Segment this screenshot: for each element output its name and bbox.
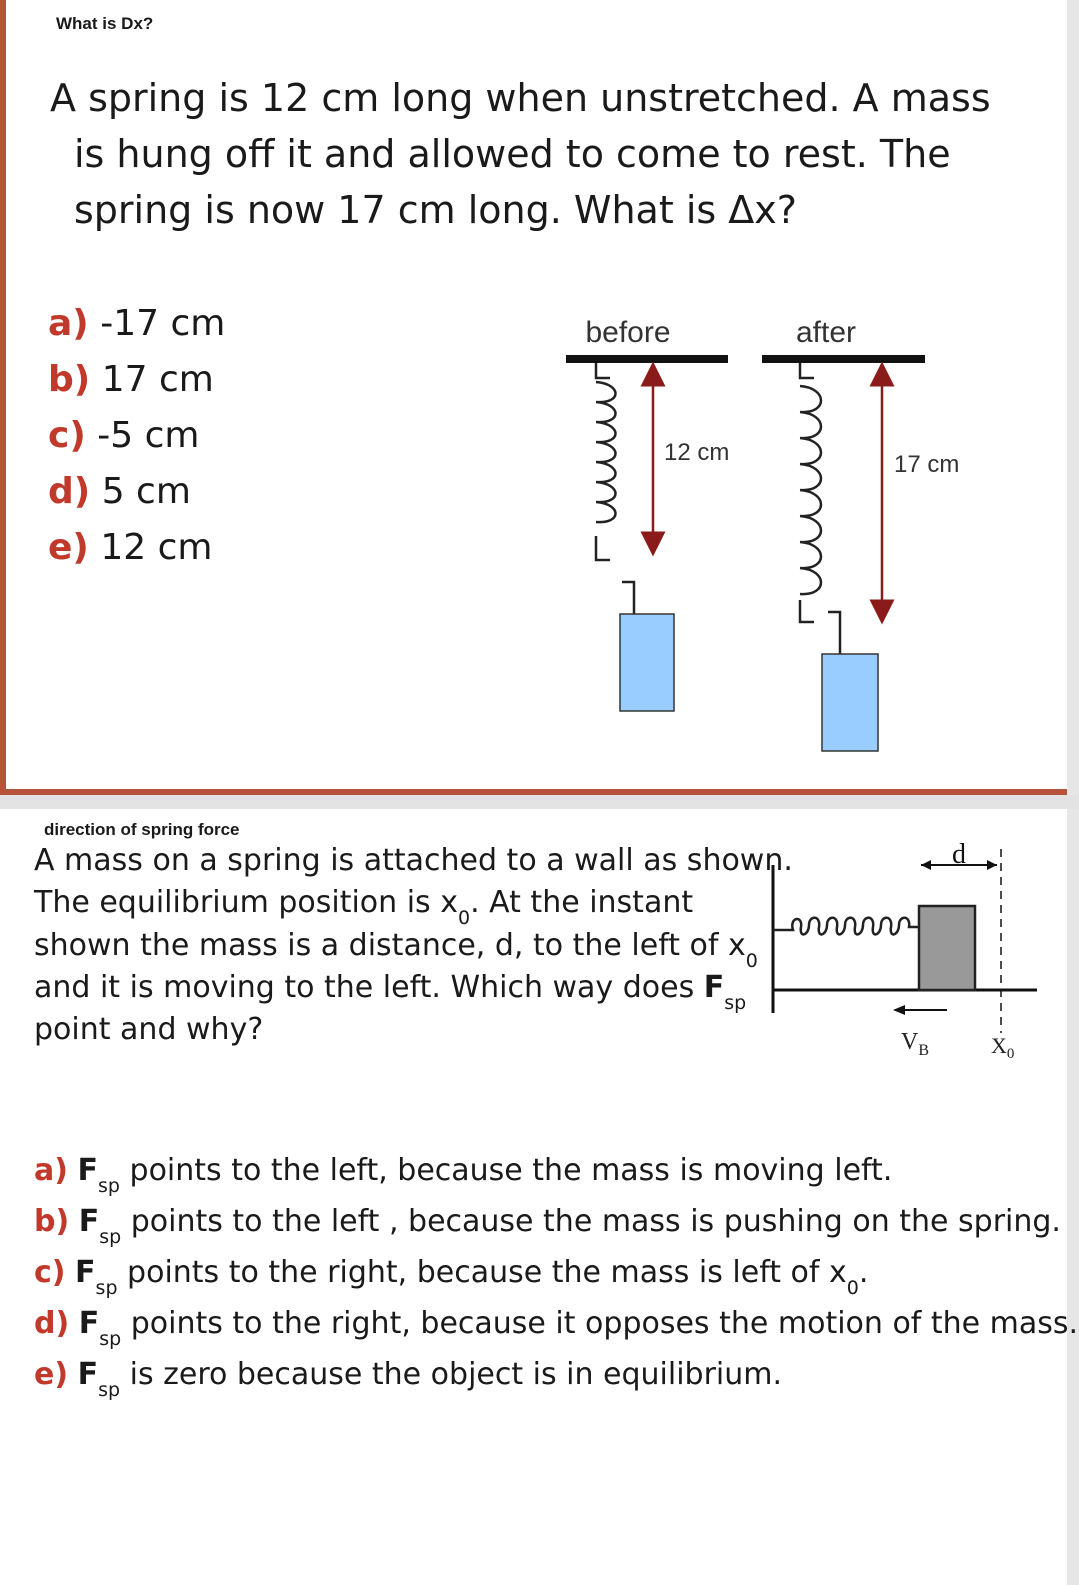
before-label: before	[585, 316, 671, 349]
option-letter: e)	[48, 527, 89, 568]
slide-separator	[0, 795, 1079, 809]
force-symbol: F	[75, 1255, 96, 1290]
option-text: 5 cm	[101, 471, 191, 512]
subscript: 0	[457, 907, 471, 929]
option-tail: .	[858, 1255, 869, 1290]
option-letter: c)	[48, 415, 86, 456]
option-text: points to the left , because the mass is pushing on the spring.	[121, 1204, 1061, 1239]
option-text: points to the left, because the mass is moving left.	[119, 1153, 893, 1188]
vb-sub: B	[918, 1042, 930, 1059]
option-letter: b)	[34, 1204, 70, 1239]
section-label: direction of spring force	[44, 820, 240, 839]
subscript: 0	[745, 950, 758, 972]
after-length-label: 17 cm	[894, 451, 960, 478]
spring-before-after-diagram	[560, 300, 980, 770]
option-letter: d)	[34, 1306, 70, 1341]
before-length-label: 12 cm	[664, 439, 730, 466]
option-text: points to the right, because it opposes the motion of the mass.	[121, 1306, 1079, 1341]
option-letter: a)	[48, 303, 89, 344]
subscript: sp	[724, 992, 747, 1014]
question1-line-3: spring is now 17 cm long. What is Δx?	[74, 188, 797, 232]
question2-option-e[interactable]	[34, 1357, 783, 1401]
d-arrow-head-right	[987, 860, 997, 870]
vb-main: V	[901, 1029, 919, 1055]
before-hook	[622, 582, 634, 614]
subscript: sp	[98, 1379, 121, 1401]
subscript: sp	[95, 1277, 118, 1299]
page-title: What is Dx?	[56, 14, 154, 33]
subscript: sp	[99, 1328, 122, 1350]
force-symbol: F	[703, 970, 725, 1005]
subscript: 0	[846, 1277, 859, 1299]
after-ceiling	[762, 355, 925, 363]
question1-option-e[interactable]	[48, 527, 212, 568]
question2-line-5: point and why?	[34, 1012, 264, 1047]
question2-line-1: A mass on a spring is attached to a wall as shown.	[34, 843, 793, 878]
x0-main: X	[991, 1033, 1007, 1058]
after-spring	[800, 363, 821, 622]
option-letter: b)	[48, 359, 91, 400]
question2-option-d[interactable]	[34, 1306, 1079, 1350]
d-label: d	[952, 839, 966, 870]
option-letter: e)	[34, 1357, 69, 1392]
d-arrow-head-left	[921, 860, 931, 870]
option-letter: c)	[34, 1255, 66, 1290]
wall-spring-diagram	[765, 835, 1055, 1075]
question2-option-c[interactable]	[34, 1255, 869, 1299]
option-text: 17 cm	[101, 359, 214, 400]
x0-sub: 0	[1006, 1046, 1015, 1062]
block-mass	[919, 906, 975, 990]
question2-line-4	[34, 970, 747, 1014]
option-text: -17 cm	[100, 303, 226, 344]
vb-label	[901, 1029, 929, 1059]
question2-option-b[interactable]	[34, 1204, 1061, 1248]
after-label: after	[795, 316, 857, 349]
question2-option-a[interactable]	[34, 1153, 893, 1197]
velocity-arrow-head	[893, 1005, 905, 1015]
question2-line-3	[34, 928, 758, 972]
question1-option-d[interactable]	[48, 471, 191, 512]
before-mass	[620, 614, 674, 711]
text: and it is moving to the left. Which way does	[34, 970, 704, 1005]
question1-option-c[interactable]	[48, 415, 199, 456]
force-symbol: F	[77, 1357, 99, 1392]
question2-line-2	[34, 885, 694, 929]
question1-option-b[interactable]	[48, 359, 214, 400]
force-symbol: F	[78, 1306, 100, 1341]
text: The equilibrium position is x	[34, 885, 458, 920]
after-mass	[822, 654, 878, 751]
x0-label	[991, 1033, 1014, 1062]
subscript: sp	[98, 1175, 120, 1197]
option-letter: d)	[48, 471, 91, 512]
question1-line-1: A spring is 12 cm long when unstretched. A mass	[50, 76, 991, 120]
option-text: points to the right, because the mass is left of x	[117, 1255, 847, 1290]
option-letter: a)	[34, 1153, 68, 1188]
option-text: is zero because the object is in equilibrium.	[120, 1357, 783, 1392]
question1-option-a[interactable]	[48, 303, 225, 344]
text: shown the mass is a distance, d, to the left of x	[34, 928, 746, 963]
text: . At the instant	[470, 885, 694, 920]
force-symbol: F	[77, 1153, 99, 1188]
option-text: -5 cm	[97, 415, 200, 456]
before-spring	[596, 363, 616, 560]
subscript: sp	[99, 1226, 122, 1248]
force-symbol: F	[78, 1204, 100, 1239]
question1-line-2: is hung off it and allowed to come to rest. The	[74, 132, 951, 176]
after-hook	[828, 612, 840, 654]
option-text: 12 cm	[100, 527, 213, 568]
before-ceiling	[566, 355, 728, 363]
page-right-edge	[1067, 0, 1079, 1585]
spring	[773, 918, 919, 935]
